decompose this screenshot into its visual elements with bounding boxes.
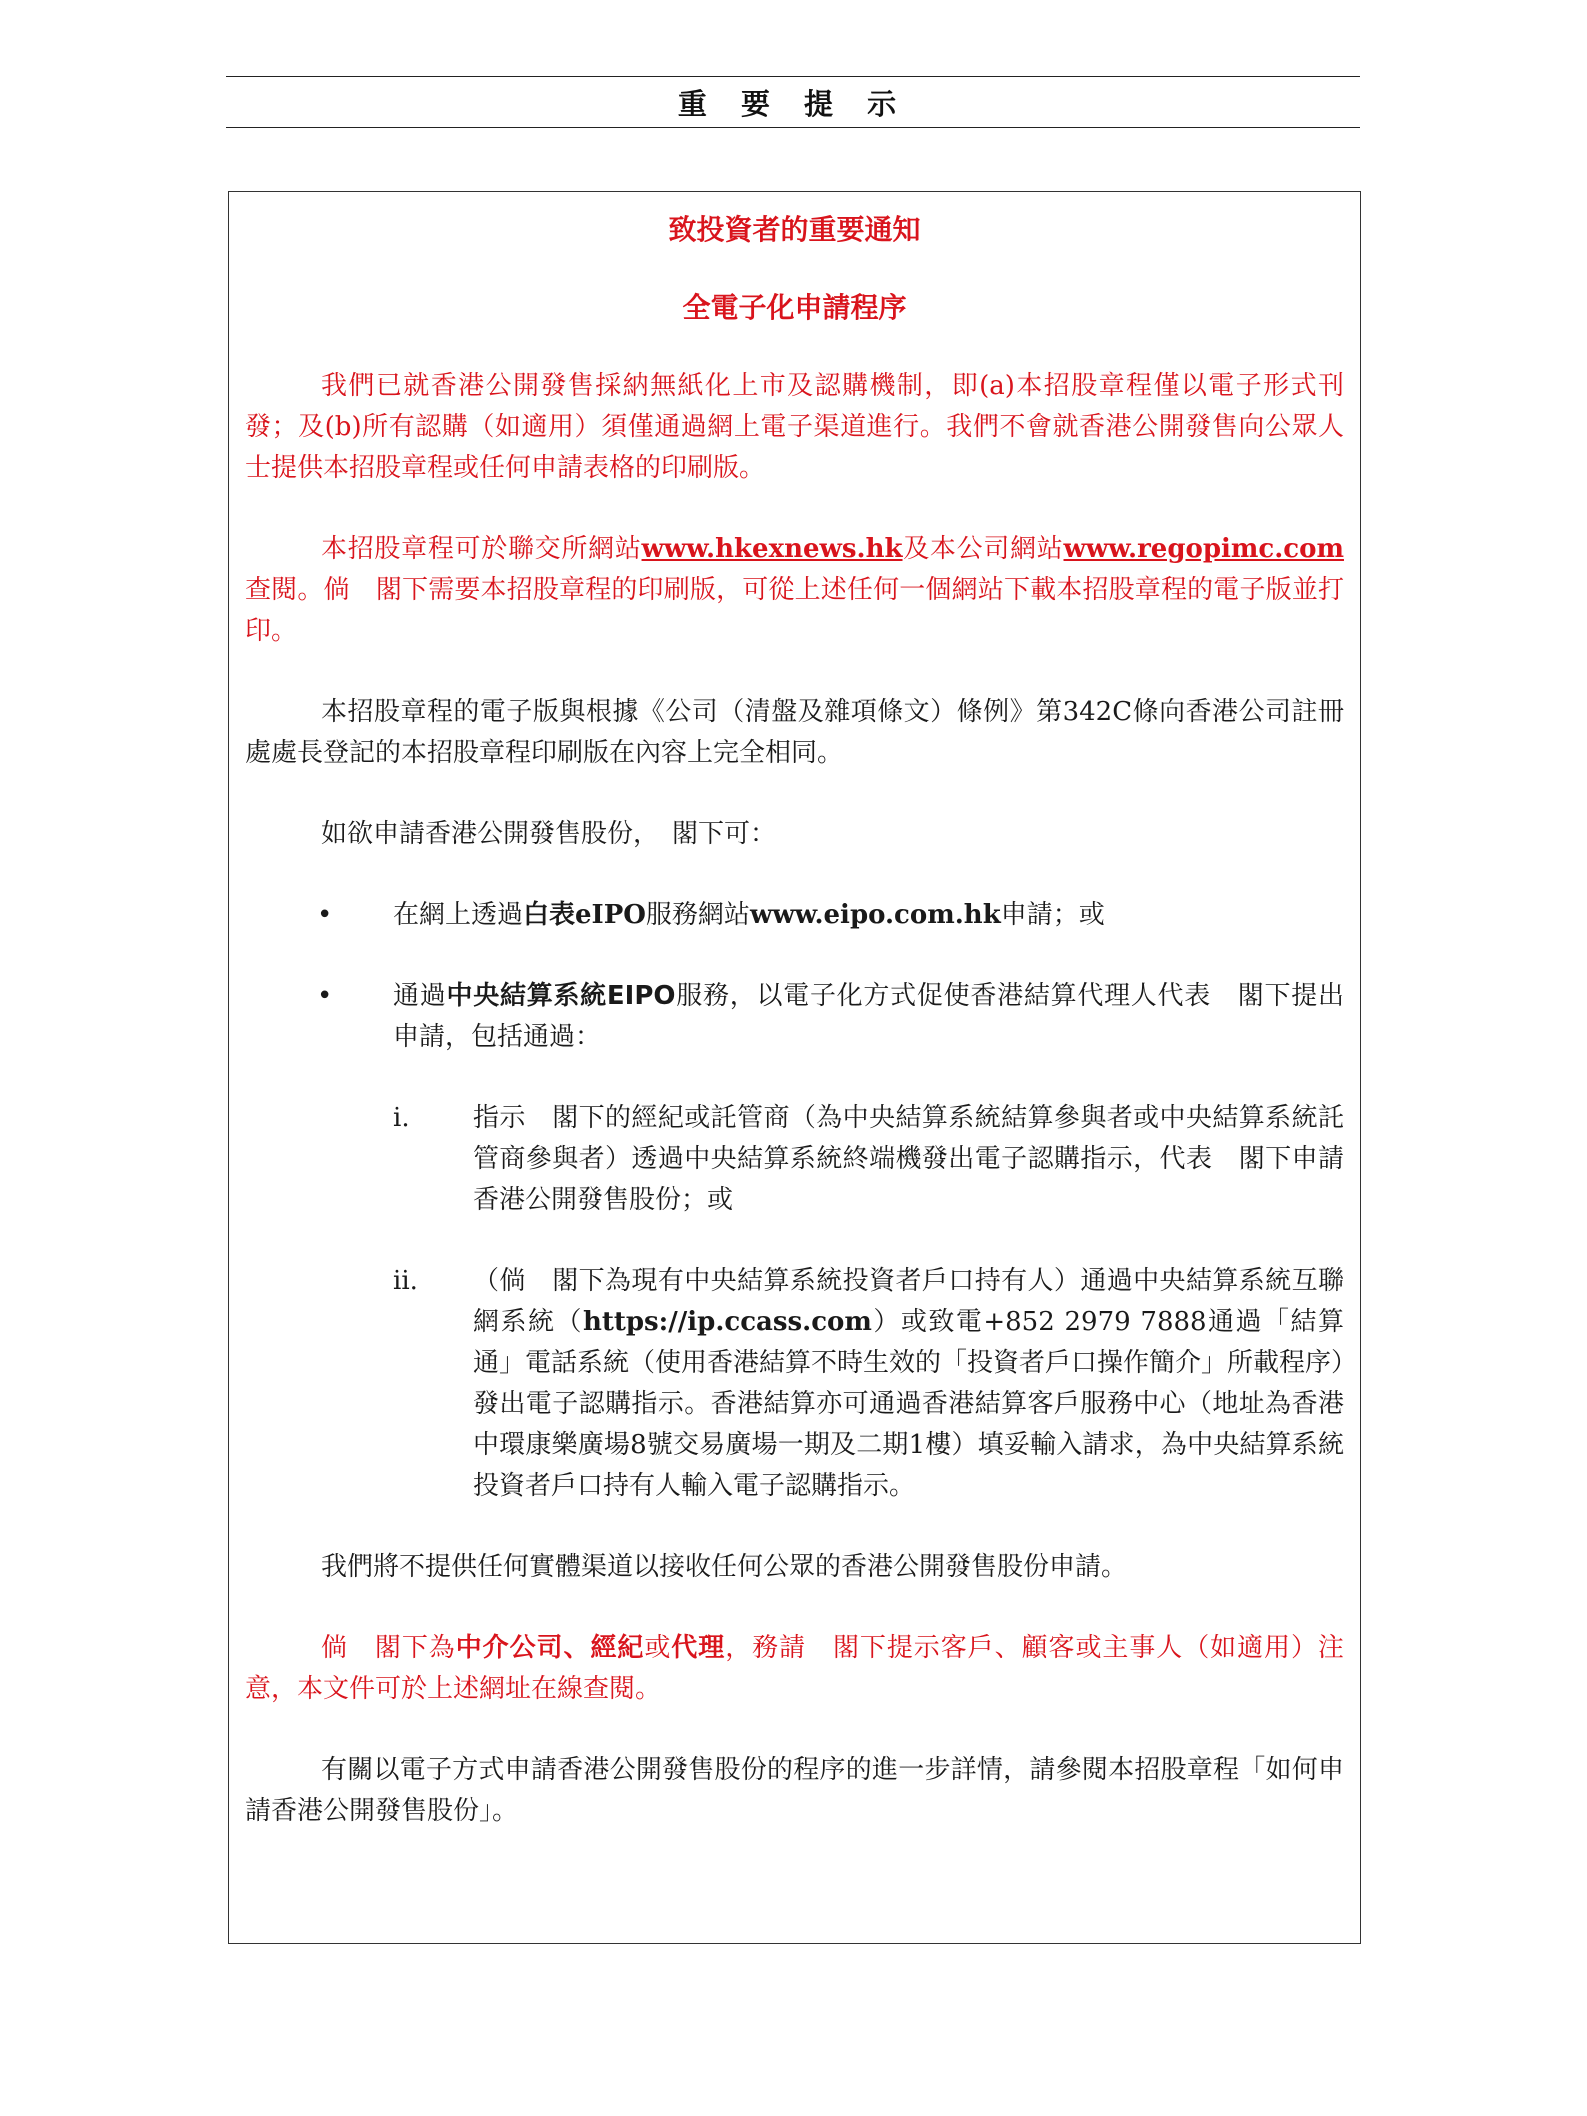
brokers-label: 經紀 [590,1633,645,1663]
bullet-mark: • [317,900,333,930]
company-website-link[interactable]: www.regopimc.com [1063,534,1344,564]
header-rule-top [226,76,1360,77]
websites-text-1: 本招股章程可於聯交所網站 [321,534,642,564]
sub-item-mark: i. [393,1103,410,1133]
agents-label: 代理 [671,1633,726,1663]
websites-paragraph [245,529,1344,652]
paperless-paragraph: 我們已就香港公開發售採納無紙化上市及認購機制，即(a)本招股章程僅以電子形式刊發；及(b)所有認購（如適用）須僅通過網上電子渠道進行。我們不會就香港公開發售向公眾人士提供本招股章程或任何申請表格的印刷版。 [245,371,1344,483]
white-form-eipo-label: 白表eIPO [523,900,646,930]
websites-text-3: 查閱。倘 閣下需要本招股章程的印刷版，可從上述任何一個網站下載本招股章程的電子版並打印。 [245,575,1344,646]
sub-item-mark: ii. [393,1266,418,1296]
notice-subheading: 全電子化申請程序 [682,291,907,324]
sub-item-broker: i. 指示 閣下的經紀或託管商（為中央結算系統結算參與者或中央結算系統託管商參與者）透過中央結算系統終端機發出電子認購指示，代表 閣下申請香港公開發售股份；或 [245,1098,1344,1221]
no-physical-channels-paragraph: 我們將不提供任何實體渠道以接收任何公眾的香港公開發售股份申請。 [321,1552,1128,1582]
sub-item-ccass-internet: ii. （倘 閣下為現有中央結算系統投資者戶口持有人）通過中央結算系統互聯網系統（https://ip.ccass.com）或致電+852 2979 7888通過「結算通」電話系統（使用香港結算不時生效的「投資者戶口操作簡介」所載程序）發出電子認購指示。香港結算亦可通過香港結算客戶服務中心（地址為香港中環康樂廣場8號交易廣場一期及二期1樓）填妥輸入請求，為中央結算系統投資者戶口持有人輸入電子認購指示。 [245,1261,1344,1507]
hkexnews-link[interactable]: www.hkexnews.hk [641,534,903,564]
how-to-apply-intro: 如欲申請香港公開發售股份， 閣下可： [321,819,777,849]
bullet-white-form-eipo: • 在網上透過白表eIPO服務網站www.eipo.com.hk申請；或 [245,895,1344,936]
ccass-eipo-label: 中央結算系統EIPO [446,981,676,1011]
intermediaries-paragraph: 倘 閣下為中介公司、經紀或代理，務請 閣下提示客戶、顧客或主事人（如適用）注意，本文件可於上述網址在線查閱。 [245,1633,1344,1704]
bullet-mark: • [317,981,333,1011]
notice-heading: 致投資者的重要通知 [668,213,921,246]
ccass-internet-link[interactable]: https://ip.ccass.com [582,1307,872,1337]
further-details-paragraph: 有關以電子方式申請香港公開發售股份的程序的進一步詳情，請參閱本招股章程「如何申請香港公開發售股份」。 [245,1755,1344,1826]
eipo-website-link[interactable]: www.eipo.com.hk [749,900,1001,930]
intermediaries-label: 中介公司 [455,1633,564,1663]
bullet-ccass-eipo: • 通過中央結算系統EIPO服務，以電子化方式促使香港結算代理人代表 閣下提出申請，包括通過： [245,976,1344,1058]
websites-text-2: 及本公司網站 [902,534,1064,564]
header-rule-bottom [226,127,1360,128]
identical-content-paragraph: 本招股章程的電子版與根據《公司（清盤及雜項條文）條例》第342C條向香港公司註冊處處長登記的本招股章程印刷版在內容上完全相同。 [245,697,1344,768]
notice-box [228,191,1361,1944]
page-header-title: 重 要 提 示 [677,87,909,121]
